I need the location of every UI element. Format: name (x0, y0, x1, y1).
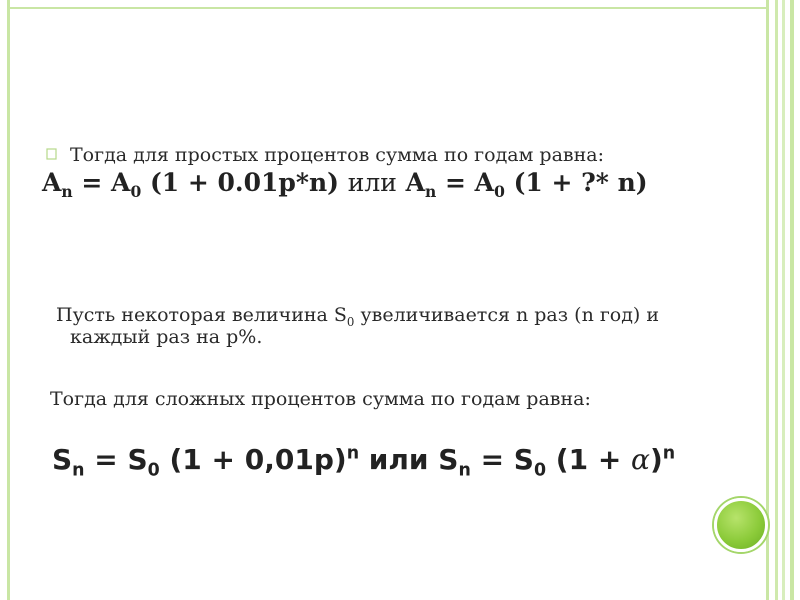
paragraph-line-1: Пусть некоторая величина $S_0$ увеличивается n раз (n год) и (56, 304, 660, 329)
frame-right-line-1 (766, 0, 769, 600)
frame-right-line-3 (782, 0, 785, 600)
compound-interest-formula: $S_n = S_0$ $(1 + 0,01p)^n$ или $S_n = S_0$ $(1 + \alpha)^n$ (52, 443, 676, 481)
bullet-square-icon (46, 147, 58, 161)
frame-left-line (7, 0, 10, 600)
compound-interest-intro: Тогда для сложных процентов сумма по годам равна: (50, 388, 591, 410)
frame-right-line-2 (775, 0, 778, 600)
alpha-symbol: α (631, 443, 650, 476)
frame-top-line (7, 7, 767, 9)
simple-interest-formula: $A_n = A_0$ (1 + 0.01p*n) или $A_n = A_0$ (1 + ?* n) (42, 168, 648, 201)
simple-interest-intro: Тогда для простых процентов сумма по годам равна: (70, 144, 605, 166)
paragraph-line-2: каждый раз на p%. (70, 326, 263, 348)
green-circle-decoration (714, 498, 768, 552)
frame-right-line-4 (790, 0, 794, 600)
